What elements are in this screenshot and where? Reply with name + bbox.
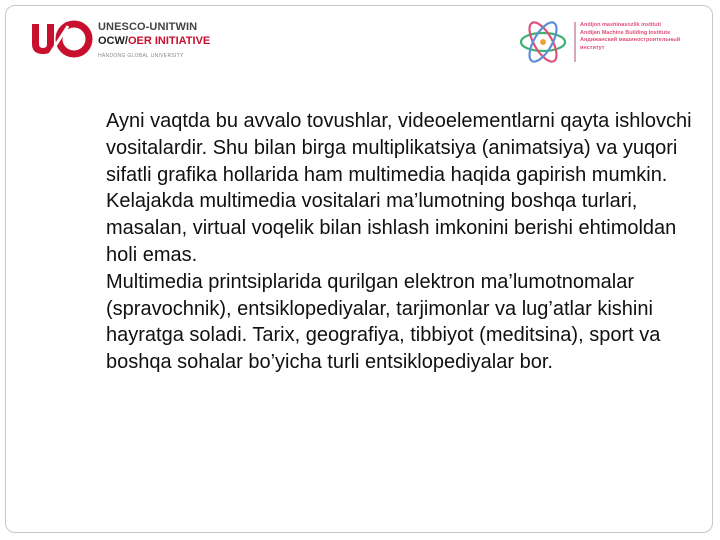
logo-oer-text: OER INITIATIVE bbox=[127, 35, 211, 47]
logo-ocw-text: OCW/ bbox=[98, 35, 128, 47]
institute-name-en: Andijan Machine Building Institute bbox=[580, 29, 671, 36]
logo-line-unesco: UNESCO-UNITWIN bbox=[98, 21, 198, 33]
slide-body bbox=[82, 108, 702, 376]
atom-rings-icon bbox=[516, 20, 570, 64]
logo-divider bbox=[574, 22, 576, 62]
logo-line-initiative bbox=[98, 35, 210, 47]
bullet-text: Multimedia printsiplarida qurilgan elektron ma’lumotnomalar (spravochnik), entsiklopediyalar, tarjimonlar va lug’atlar kishini hayratga soladi. Tarix, geografiya, tibbiyot (meditsina), sport va boshqa sohalar bo’yicha turli entsiklopediyalar bor. bbox=[106, 270, 661, 374]
andijan-institute-logo bbox=[516, 18, 706, 68]
unesco-unitwin-logo bbox=[28, 18, 258, 68]
bullet-item bbox=[82, 108, 702, 269]
uo-logo-icon bbox=[28, 20, 94, 58]
bullet-text: Ayni vaqtda bu avvalo tovushlar, videoelementlarni qayta ishlovchi vositalardir. Shu bilan birga multiplikatsiya (animatsiya) va yuqori sifatli grafika hollarida ham multimedia haqida gapirish mumkin. Kelajakda multimedia vositalari ma’lumotning boshqa turlari, masalan, virtual voqelik bilan ishlash imkonini berishi ehtimoldan holi emas. bbox=[106, 110, 692, 266]
institute-name-ru-1: Андижанский машиностроительный bbox=[580, 37, 681, 43]
institute-name-uz: Andijon mashinasozlik instituti bbox=[580, 22, 661, 28]
logo-line-university: HANDONG GLOBAL UNIVERSITY bbox=[98, 53, 184, 59]
bullet-item bbox=[82, 269, 702, 376]
institute-name bbox=[580, 22, 680, 52]
institute-name-ru-2: институт bbox=[580, 44, 605, 51]
slide bbox=[5, 5, 713, 533]
